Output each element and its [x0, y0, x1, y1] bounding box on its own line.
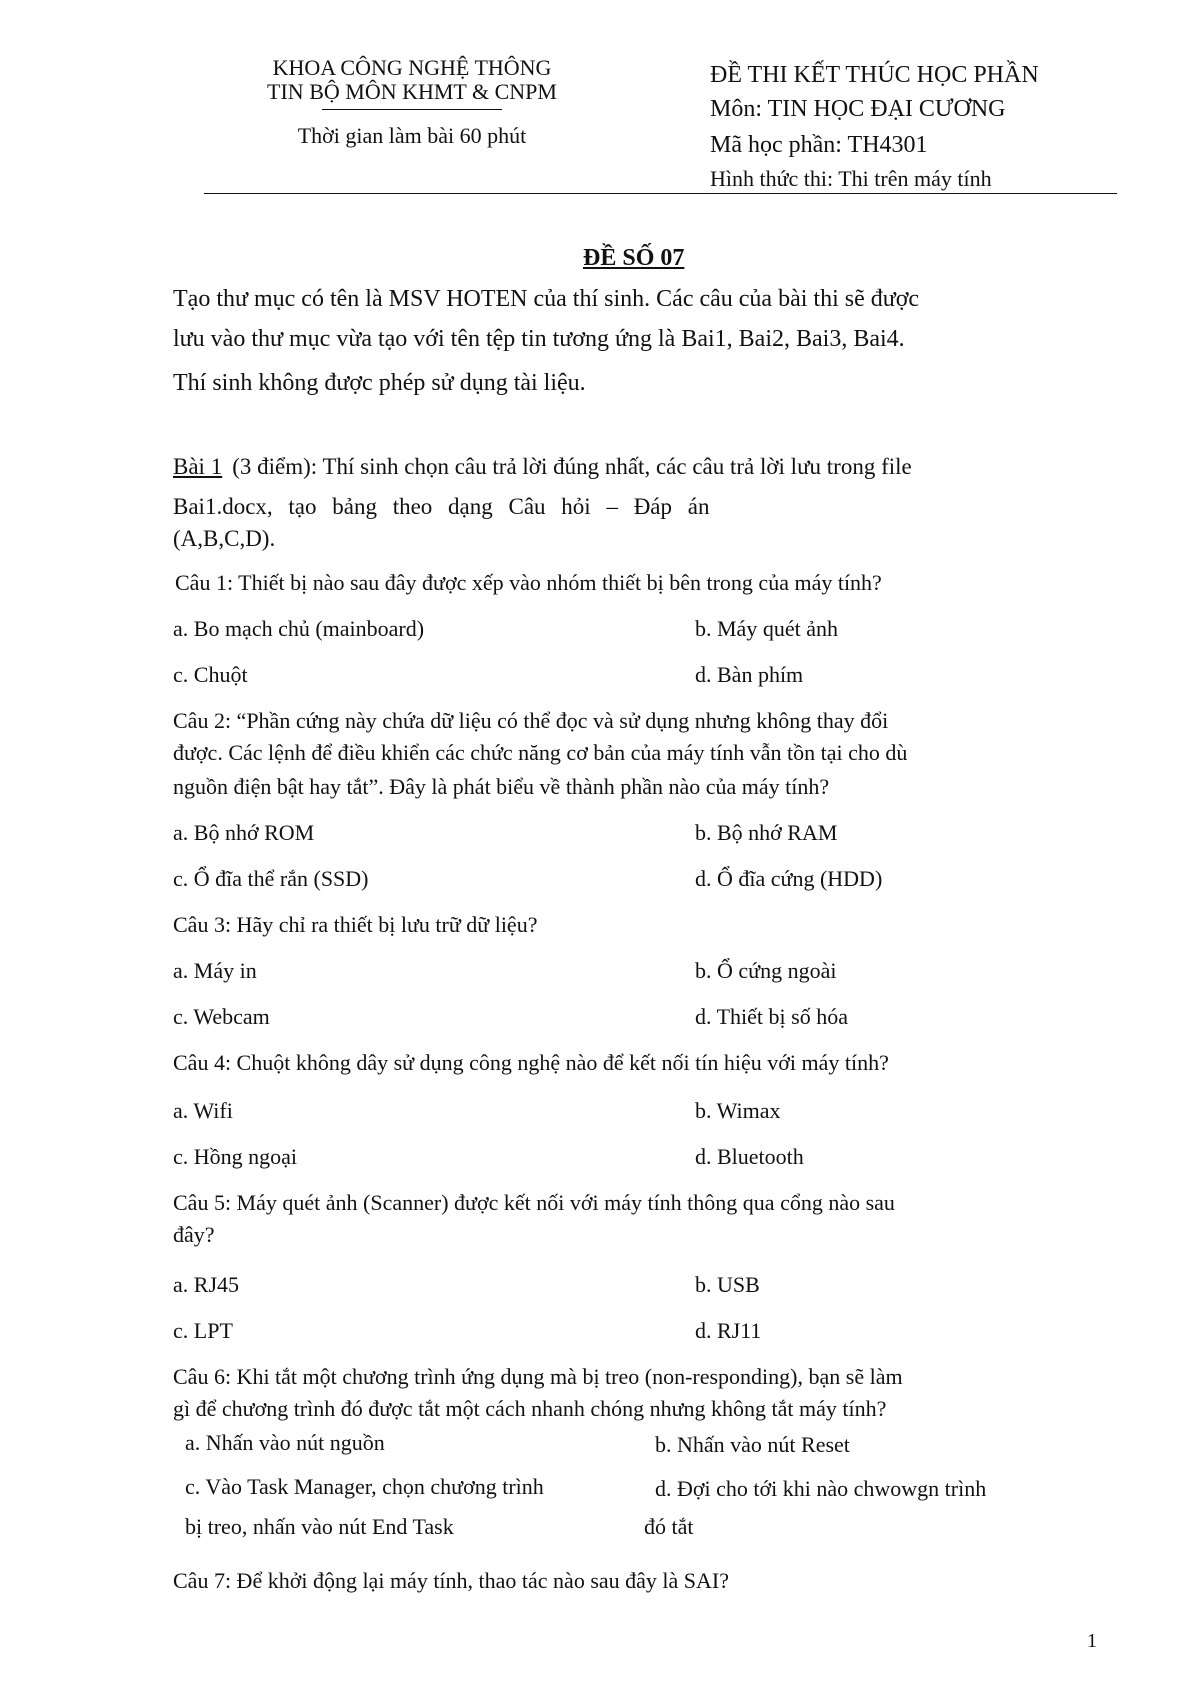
question-2-line1: Câu 2: “Phần cứng này chứa dữ liệu có thể đọc và sử dụng nhưng không thay đổi: [173, 708, 889, 733]
exam-title: ĐỀ THI KẾT THÚC HỌC PHẦN: [710, 62, 1039, 88]
instruction-line-1: Tạo thư mục có tên là MSV HOTEN của thí sinh. Các câu của bài thi sẽ được: [173, 286, 920, 312]
q1-option-c: c. Chuột: [173, 662, 248, 687]
header-bottom-rule: [204, 193, 1117, 194]
question-6-line1: Câu 6: Khi tắt một chương trình ứng dụng mà bị treo (non-responding), bạn sẽ làm: [173, 1364, 903, 1389]
q1-option-a: a. Bo mạch chủ (mainboard): [173, 616, 425, 641]
q1-option-b: b. Máy quét ảnh: [695, 616, 838, 641]
bai1-desc: (3 điểm): Thí sinh chọn câu trả lời đúng nhất, các câu trả lời lưu trong file: [232, 454, 912, 479]
q1-option-d: d. Bàn phím: [695, 662, 804, 687]
faculty-name-line2: TIN BỘ MÔN KHMT & CNPM: [267, 79, 557, 104]
question-2-line2: được. Các lệnh để điều khiển các chức năng cơ bản của máy tính vẫn tồn tại cho dù: [173, 740, 908, 765]
q4-option-d: d. Bluetooth: [695, 1144, 804, 1169]
q4-option-b: b. Wimax: [695, 1098, 781, 1123]
question-5-line1: Câu 5: Máy quét ảnh (Scanner) được kết nối với máy tính thông qua cổng nào sau: [173, 1190, 895, 1215]
q3-option-d: d. Thiết bị số hóa: [695, 1004, 848, 1029]
q2-option-c: c. Ổ đĩa thể rắn (SSD): [173, 866, 369, 891]
q2-option-b: b. Bộ nhớ RAM: [695, 820, 838, 845]
bai1-line1: [173, 454, 1100, 480]
faculty-name-line1: KHOA CÔNG NGHỆ THÔNG: [272, 55, 552, 80]
header-left-rule: [322, 109, 502, 110]
question-6-line2: gì để chương trình đó được tắt một cách nhanh chóng nhưng không tắt máy tính?: [173, 1396, 887, 1421]
bai1-label: Bài 1: [173, 454, 223, 479]
q6-option-c-line1: c. Vào Task Manager, chọn chương trình: [185, 1474, 544, 1499]
question-7: Câu 7: Để khởi động lại máy tính, thao tác nào sau đây là SAI?: [173, 1568, 730, 1593]
q5-option-c: c. LPT: [173, 1318, 233, 1343]
bai1-line3: (A,B,C,D).: [173, 526, 276, 551]
q4-option-c: c. Hồng ngoại: [173, 1144, 298, 1169]
q4-option-a: a. Wifi: [173, 1098, 233, 1123]
q2-option-d: d. Ổ đĩa cứng (HDD): [695, 866, 883, 891]
q6-option-d-line1: d. Đợi cho tới khi nào chwowgn trình: [655, 1476, 987, 1501]
question-4: Câu 4: Chuột không dây sử dụng công nghệ nào để kết nối tín hiệu với máy tính?: [173, 1050, 889, 1075]
q5-option-b: b. USB: [695, 1272, 760, 1297]
question-2-line3: nguồn điện bật hay tắt”. Đây là phát biểu về thành phần nào của máy tính?: [173, 774, 830, 799]
page-number: 1: [1087, 1630, 1097, 1652]
q3-option-b: b. Ổ cứng ngoài: [695, 958, 837, 983]
question-3: Câu 3: Hãy chỉ ra thiết bị lưu trữ dữ liệu?: [173, 912, 538, 937]
q6-option-b: b. Nhấn vào nút Reset: [655, 1432, 850, 1457]
question-1: Câu 1: Thiết bị nào sau đây được xếp vào nhóm thiết bị bên trong của máy tính?: [175, 570, 882, 595]
q6-option-a: a. Nhấn vào nút nguồn: [185, 1430, 385, 1455]
instruction-line-2: lưu vào thư mục vừa tạo với tên tệp tin tương ứng là Bai1, Bai2, Bai3, Bai4.: [173, 326, 905, 352]
q2-option-a: a. Bộ nhớ ROM: [173, 820, 315, 845]
q3-option-c: c. Webcam: [173, 1004, 270, 1029]
question-5-line2: đây?: [173, 1222, 215, 1247]
exam-subject: Môn: TIN HỌC ĐẠI CƯƠNG: [710, 96, 1006, 122]
q6-option-c-line2: bị treo, nhấn vào nút End Task: [185, 1514, 454, 1539]
course-code: Mã học phần: TH4301: [710, 132, 928, 158]
exam-duration: Thời gian làm bài 60 phút: [297, 123, 527, 148]
q5-option-d: d. RJ11: [695, 1318, 762, 1343]
q5-option-a: a. RJ45: [173, 1272, 239, 1297]
q6-option-d-line2: đó tắt: [644, 1514, 694, 1539]
instruction-line-3: Thí sinh không được phép sử dụng tài liệu.: [173, 370, 586, 396]
exam-number: ĐỀ SỐ 07: [583, 245, 685, 271]
q3-option-a: a. Máy in: [173, 958, 257, 983]
exam-form: Hình thức thi: Thi trên máy tính: [710, 166, 992, 191]
bai1-line2: Bai1.docx, tạo bảng theo dạng Câu hỏi – Đáp án: [173, 494, 710, 519]
